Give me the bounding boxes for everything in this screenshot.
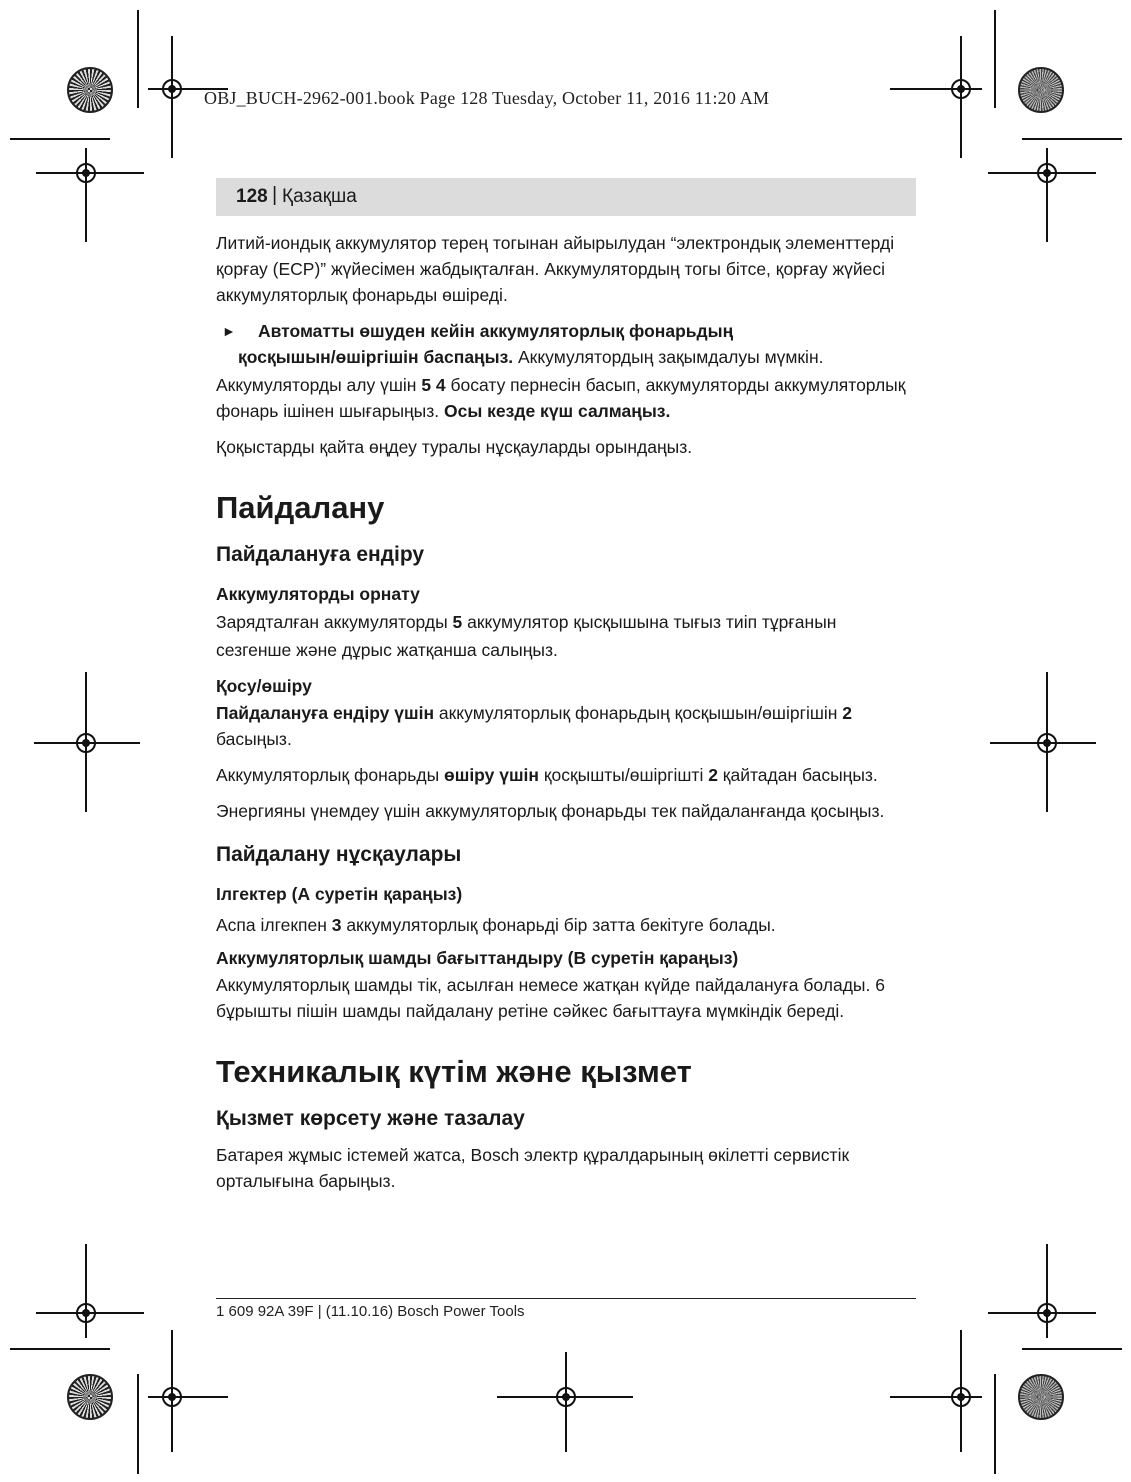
item-number: 3 [331,915,342,935]
registration-circle-icon [1018,1374,1064,1420]
crosshair-icon [162,79,182,99]
crosshair-icon [951,1387,971,1407]
crosshair-icon [951,79,971,99]
text-run: қайтадан басыңыз. [717,765,878,785]
text-run: басыңыз. [216,729,292,749]
direction-paragraph: Аккумуляторлық шамды тік, асылған немесе жатқан күйде пайдалануға болады. 6 бұрышты пішін шамды пайдалану ретіне сәйкес бағыттауға мүмкіндік береді. [216,975,885,1021]
text-bold: өшіру үшін [444,765,539,785]
crop-line [10,1348,110,1350]
removal-paragraph [216,372,916,424]
crosshair-icon [76,163,96,183]
text-run: Аккумуляторды алу үшін [216,375,422,395]
crop-line [1022,1348,1122,1350]
book-slug: OBJ_BUCH-2962-001.book Page 128 Tuesday, October 11, 2016 11:20 AM [204,88,770,108]
crosshair-icon [556,1387,576,1407]
crosshair-icon [1037,163,1057,183]
crosshair-icon [76,1303,96,1323]
energy-saving-paragraph: Энергияны үнемдеу үшін аккумуляторлық фонарьды тек пайдаланғанда қосыңыз. [216,801,885,821]
heading-direction: Аккумуляторлық шамды бағыттандыру (В суретін қараңыз) [216,948,739,968]
text-run: Зарядталған аккумуляторды [216,612,453,632]
crosshair-icon [1037,733,1057,753]
disposal-paragraph: Қоқыстарды қайта өңдеу туралы нұсқауларды орындаңыз. [216,437,693,457]
page-header [216,178,916,216]
crosshair-icon [162,1387,182,1407]
crop-line [994,1374,996,1474]
switch-off-paragraph [216,762,916,788]
crop-line [148,1396,228,1398]
page-footer: 1 609 92A 39F | (11.10.16) Bosch Power Tools [216,1303,525,1320]
text-run: аккумуляторлық фонарьді бір затта бекітуге болады. [341,915,776,935]
heading-switch: Қосу/өшіру [216,676,312,696]
footer-rule [216,1298,916,1299]
item-number: 5 [452,612,463,632]
registration-circle-icon [67,67,113,113]
crop-line [137,10,139,108]
text-run: Аккумуляторлық фонарьды [216,765,445,785]
crop-line [137,1374,139,1474]
text-run: аккумулятор қысқышына тығыз тиіп тұрғанын сезгенше және дұрыс жатқанша салыңыз. [216,612,837,660]
battery-insert-paragraph [216,608,916,664]
warning-bullet [216,318,916,370]
item-number: 2 [708,765,718,785]
warning-rest: Аккумулятордың зақымдалуы мүмкін. [513,347,824,367]
bullet-arrow-icon: ► [222,323,236,339]
text-run: аккумуляторлық фонарьдың қосқышын/өшіргішін [434,703,843,723]
cleaning-paragraph: Батарея жұмыс істемей жатса, Bosch электр құралдарының өкілетті сервистік орталығына барыңыз. [216,1145,850,1191]
text-bold: Пайдалануға ендіру үшін [216,703,435,723]
page-number: 128 [236,186,268,207]
registration-circle-icon [67,1374,113,1420]
header-language: Қазақша [282,186,357,207]
page-content [216,230,916,1194]
crop-line [85,1244,87,1338]
text-run: қосқышты/өшіргішті [539,765,709,785]
section-title-maintenance: Техникалық күтім және қызмет [216,1054,692,1089]
item-number: 2 [842,703,853,723]
warning-bold: Осы кезде күш салмаңыз. [444,401,671,421]
subsection-title-startup: Пайдалануға ендіру [216,543,425,566]
item-number: 5 4 [421,375,446,395]
switch-on-paragraph [216,700,916,752]
text-run: босату пернесін басып, аккумуляторды аккумуляторлық фонарь ішінен шығарыңыз. [216,375,906,421]
heading-hook: Ілгектер (А суретін қараңыз) [216,884,463,904]
subsection-title-cleaning: Қызмет көрсету және тазалау [216,1107,525,1130]
subsection-title-instructions: Пайдалану нұсқаулары [216,843,462,866]
heading-battery-insert: Аккумуляторды орнату [216,584,420,604]
hook-paragraph [216,912,916,938]
crop-line [1046,1244,1048,1338]
header-separator: | [272,184,278,206]
crop-line [10,138,110,140]
crosshair-icon [1037,1303,1057,1323]
intro-paragraph: Литий-иондық аккумулятор терең тогынан айырылудан “электрондық элементтерді қорғау (ECP)” жүйесімен жабдықталған. Аккумулятордың тогы бітсе, қорғау жүйесі аккумуляторлық фонарьды өшіреді. [216,233,895,305]
warning-bold-2: қосқышын/өшіргішін баспаңыз. [238,347,514,367]
crop-line [1022,138,1122,140]
crop-line [994,10,996,108]
text-run: Аспа ілгекпен [216,915,332,935]
registration-circle-icon [1018,67,1064,113]
warning-bold-1: Автоматты өшуден кейін аккумуляторлық фонарьдың [258,321,734,341]
crosshair-icon [76,733,96,753]
section-title-usage: Пайдалану [216,490,385,525]
